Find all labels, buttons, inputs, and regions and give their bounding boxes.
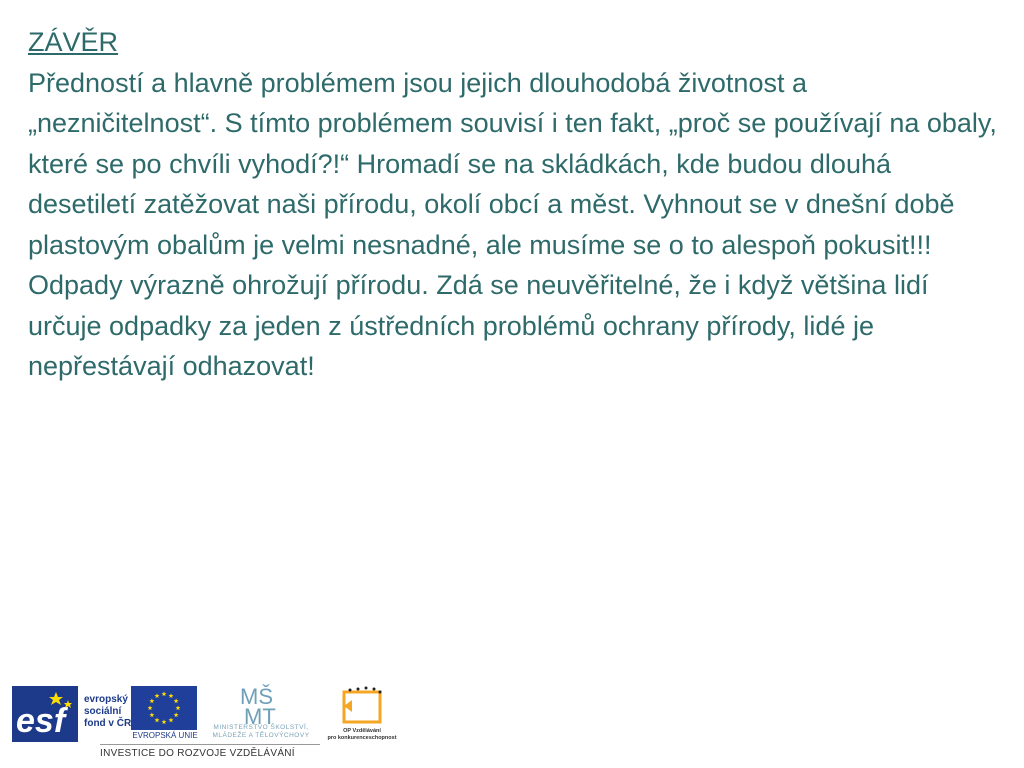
eu-label: EVROPSKÁ UNIE — [132, 731, 198, 740]
op-label — [322, 728, 402, 742]
paragraph-2: Odpady výrazně ohrožují přírodu. Zdá se neuvěřitelné, že i když většina lidí určuje odpadky za jeden z ústředních problémů ochrany přírody, lidé je nepřestávají odhazovat! — [28, 270, 929, 381]
esf-text — [84, 694, 131, 730]
msmt-line-2: MLÁDEŽE A TĚLOVÝCHOVY — [212, 732, 310, 739]
footer-logos — [10, 684, 410, 764]
investice-slogan: INVESTICE DO ROZVOJE VZDĚLÁVÁNÍ — [100, 748, 295, 759]
slide-content — [28, 22, 1003, 387]
msmt-line-1: MINISTERSTVO ŠKOLSTVÍ, — [213, 724, 309, 731]
op-logo-icon — [338, 686, 386, 726]
eu-flag-icon — [131, 686, 197, 730]
esf-line-3: fond v ČR — [84, 718, 132, 729]
esf-line-1: evropský — [84, 694, 128, 705]
op-line-1: OP Vzdělávání — [343, 728, 381, 734]
esf-line-2: sociální — [84, 706, 122, 717]
svg-text:MŠ: MŠ — [240, 684, 273, 709]
msmt-label — [201, 724, 321, 740]
svg-text:MT: MT — [244, 704, 276, 726]
svg-text:esf: esf — [16, 702, 66, 740]
op-line-2: pro konkurenceschopnost — [327, 735, 397, 741]
paragraph-1: Předností a hlavně problémem jsou jejich dlouhodobá životnost a „nezničitelnost“. S tímto problémem souvisí i ten fakt, „proč se používají na obaly, které se po chvíli vyhodí?!“ Hromadí se na skládkách, kde budou dlouhá desetiletí zatěžovat naši přírodu, okolí obcí a měst. Vyhnout se v dnešní době plastovým obalům je velmi nesnadné, ale musíme se o to alespoň pokusit!!! — [28, 67, 997, 260]
slide-title: ZÁVĚR — [28, 27, 119, 57]
esf-logo-icon — [12, 686, 78, 742]
msmt-logo-icon — [232, 684, 292, 726]
footer-divider — [100, 744, 320, 745]
